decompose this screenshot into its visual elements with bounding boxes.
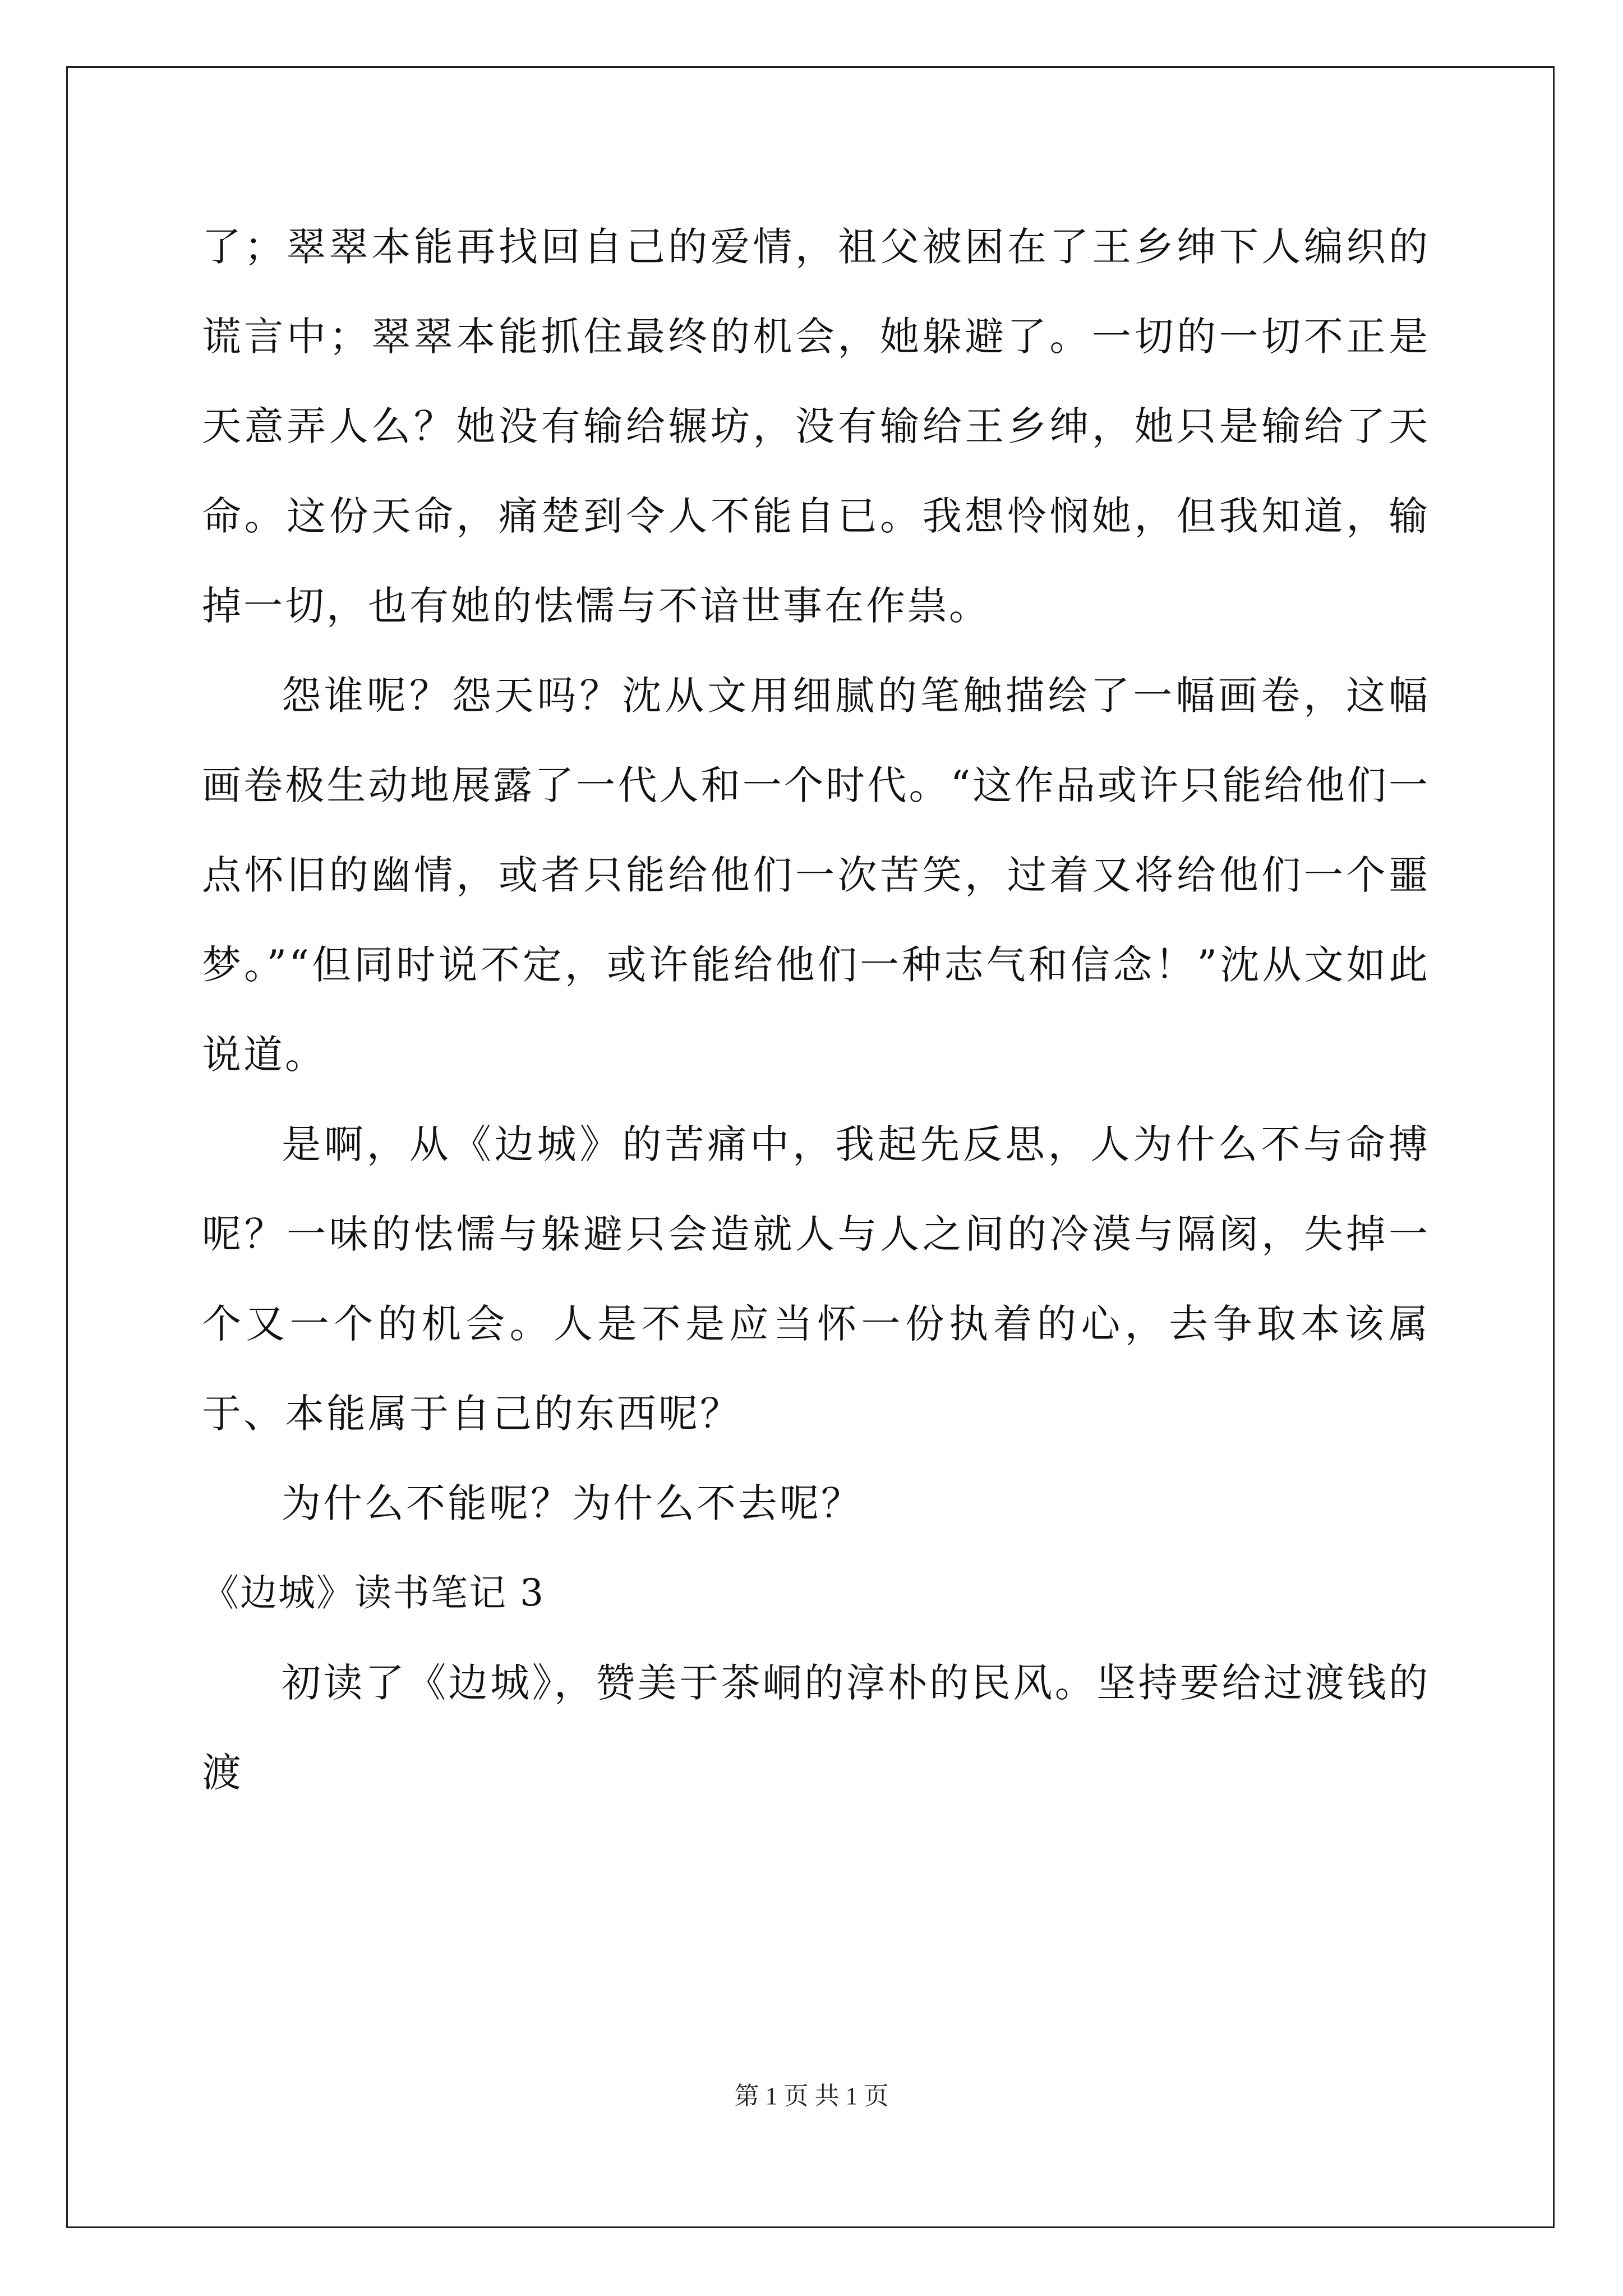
paragraph-first-reading: 初读了《边城》，赞美于茶峒的淳朴的民风。坚持要给过渡钱的渡 — [202, 1660, 1430, 1796]
page-footer: 第 1 页 共 1 页 — [734, 2082, 889, 2110]
paragraph-reflection: 是啊，从《边城》的苦痛中，我起先反思，人为什么不与命搏呢？一味的怯懦与躲避只会造就人与人之间的冷漠与隔阂，失掉一个又一个的机会。人是不是应当怀一份执着的心，去争取本该属于、本能属于自己的东西呢？ — [202, 1121, 1430, 1437]
document-body — [202, 202, 1430, 1818]
paragraph-continued: 了；翠翠本能再找回自己的爱情，祖父被困在了王乡绅下人编织的谎言中；翠翠本能抓住最终的机会，她躲避了。一切的一切不正是天意弄人么？她没有输给辗坊，没有输给王乡绅，她只是输给了天命。这份天命，痛楚到令人不能自已。我想怜悯她，但我知道，输掉一切，也有她的怯懦与不谙世事在作祟。 — [202, 224, 1430, 629]
section-heading: 《边城》读书笔记 3 — [202, 1571, 545, 1614]
paragraph-question: 为什么不能呢？为什么不去呢？ — [282, 1480, 863, 1526]
paragraph-resentment: 怨谁呢？怨天吗？沈从文用细腻的笔触描绘了一幅画卷，这幅画卷极生动地展露了一代人和一个时代。“这作品或许只能给他们一点怀旧的幽情，或者只能给他们一次苦笑，过着又将给他们一个噩梦。”“但同时说不定，或许能给他们一种志气和信念！”沈从文如此说道。 — [202, 673, 1430, 1078]
